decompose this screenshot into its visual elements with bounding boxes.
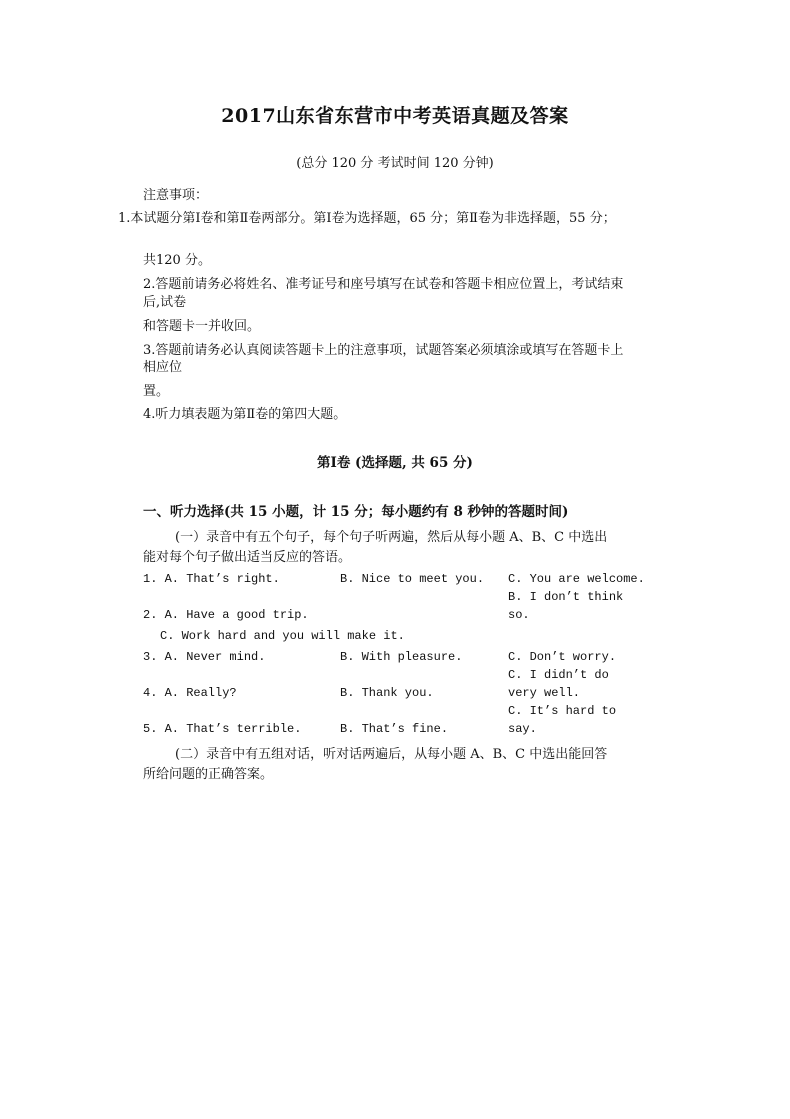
q5-option-b: B. That’s fine. xyxy=(340,722,449,736)
q2-option-b: C. Work hard and you will make it. xyxy=(160,629,405,643)
note-1-line-1: 1.本试题分第Ⅰ卷和第Ⅱ卷两部分。第Ⅰ卷为选择题，65 分；第Ⅱ卷为非选择题，55 分； xyxy=(118,211,616,226)
part-1-heading: 第Ⅰ卷 (选择题, 共 65 分) xyxy=(317,455,473,471)
note-3-line-3: 置。 xyxy=(143,384,170,399)
q4-option-a: 4. A. Really? xyxy=(143,686,237,700)
q2-option-c-line-1: B. I don’t think xyxy=(508,590,624,604)
note-4: 4.听力填表题为第Ⅱ卷的第四大题。 xyxy=(143,407,347,422)
subsection-2-line-1: (二）录音中有五组对话，听对话两遍后，从每小题 A、B、C 中选出能回答 xyxy=(175,747,608,762)
q3-option-a: 3. A. Never mind. xyxy=(143,650,266,664)
q3-option-b: B. With pleasure. xyxy=(340,650,463,664)
note-1-line-2: 共120 分。 xyxy=(143,253,211,268)
notes-heading: 注意事项： xyxy=(143,188,209,203)
exam-info: (总分 120 分 考试时间 120 分钟) xyxy=(296,156,494,171)
q1-option-b: B. Nice to meet you. xyxy=(340,572,485,586)
subsection-1-line-1: (一）录音中有五个句子，每个句子听两遍，然后从每小题 A、B、C 中选出 xyxy=(175,530,608,545)
q5-option-c-line-1: C. It’s hard to xyxy=(508,704,617,718)
note-2-line-3: 和答题卡一并收回。 xyxy=(143,319,261,334)
section-1-heading: 一、听力选择(共 15 小题，计 15 分；每小题约有 8 秒钟的答题时间) xyxy=(143,504,569,520)
q5-option-a: 5. A. That’s terrible. xyxy=(143,722,302,736)
note-3-line-2: 相应位 xyxy=(143,360,183,375)
subsection-1-line-2: 能对每个句子做出适当反应的答语。 xyxy=(143,550,352,565)
q1-option-a: 1. A. That’s right. xyxy=(143,572,280,586)
q2-option-a: 2. A. Have a good trip. xyxy=(143,608,309,622)
q4-option-c-line-2: very well. xyxy=(508,686,581,700)
q2-option-c-line-2: so. xyxy=(508,608,530,622)
q5-option-c-line-2: say. xyxy=(508,722,537,736)
document-title: 2017山东省东营市中考英语真题及答案 xyxy=(221,105,569,127)
note-2-line-1: 2.答题前请务必将姓名、准考证号和座号填写在试卷和答题卡相应位置上，考试结束 xyxy=(143,277,624,292)
q4-option-c-line-1: C. I didn’t do xyxy=(508,668,609,682)
q3-option-c: C. Don’t worry. xyxy=(508,650,617,664)
subsection-2-line-2: 所给问题的正确答案。 xyxy=(143,767,274,782)
q1-option-c: C. You are welcome. xyxy=(508,572,645,586)
note-2-line-2: 后,试卷 xyxy=(143,295,187,310)
note-3-line-1: 3.答题前请务必认真阅读答题卡上的注意事项，试题答案必须填涂或填写在答题卡上 xyxy=(143,343,624,358)
q4-option-b: B. Thank you. xyxy=(340,686,434,700)
